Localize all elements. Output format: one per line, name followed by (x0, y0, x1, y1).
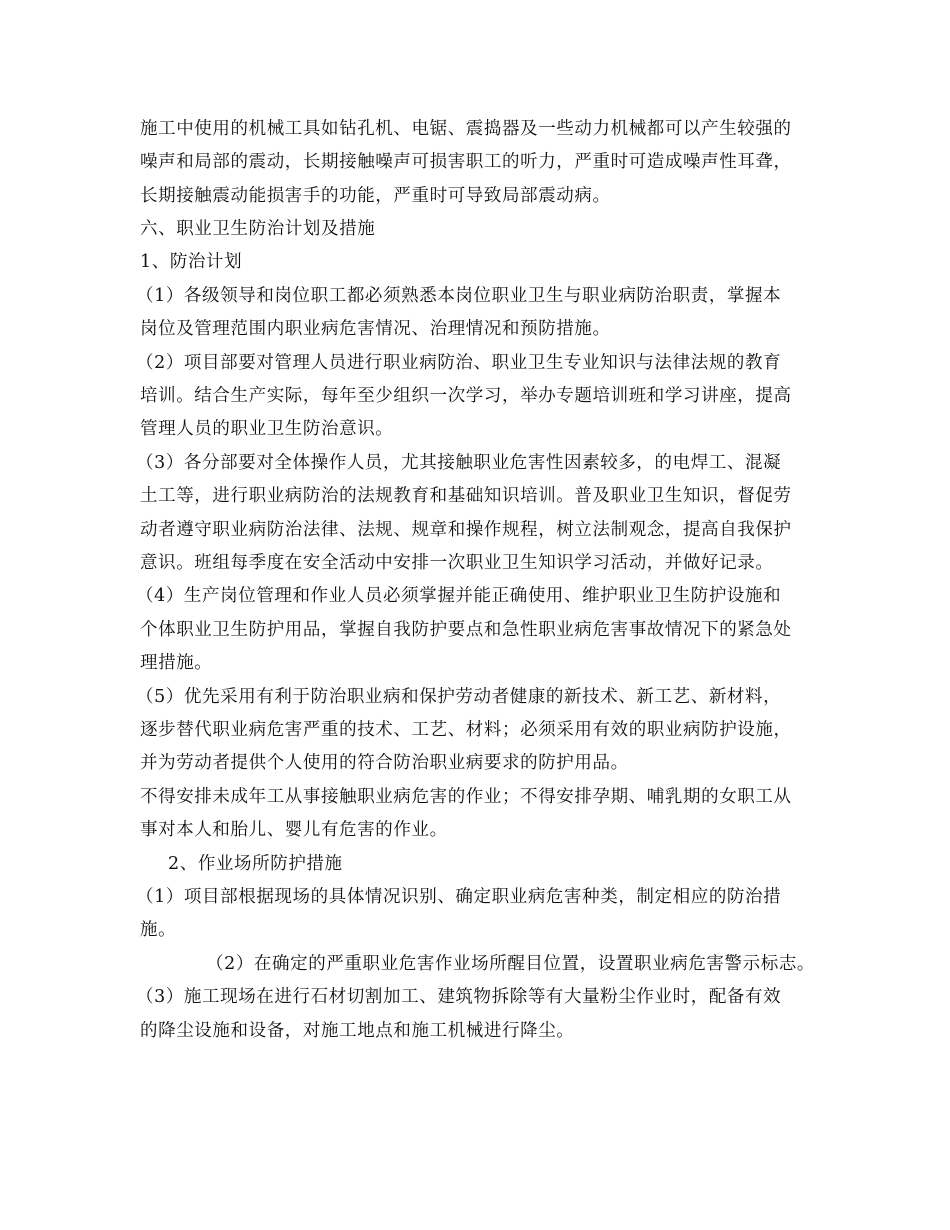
text-line: （3）各分部要对全体操作人员，尤其接触职业危害性因素较多，的电焊工、混凝 (136, 453, 782, 473)
text-line: 个体职业卫生防护用品，掌握自我防护要点和急性职业病危害事故情况下的紧急处 (140, 620, 792, 640)
text-line: 噪声和局部的震动，长期接触噪声可损害职工的听力，严重时可造成噪声性耳聋， (140, 152, 792, 172)
text-line: 施工中使用的机械工具如钻孔机、电锯、震捣器及一些动力机械都可以产生较强的 (140, 119, 792, 139)
text-line: 培训。结合生产实际，每年至少组织一次学习，举办专题培训班和学习讲座，提高 (140, 386, 792, 406)
text-line: （1）项目部根据现场的具体情况识别、确定职业病危害种类，制定相应的防治措 (136, 887, 782, 907)
text-line: 施。 (140, 920, 177, 940)
text-line: 不得安排未成年工从事接触职业病危害的作业；不得安排孕期、哺乳期的女职工从 (140, 787, 792, 807)
text-line: 理措施。 (140, 653, 213, 673)
text-line: 事对本人和胎儿、婴儿有危害的作业。 (140, 820, 448, 840)
subsection-heading: 1、防治计划 (140, 252, 243, 272)
text-line: （4）生产岗位管理和作业人员必须掌握并能正确使用、维护职业卫生防护设施和 (136, 586, 782, 606)
text-line: 长期接触震动能损害手的功能，严重时可导致局部震动病。 (140, 186, 611, 206)
text-line: （5）优先采用有利于防治职业病和保护劳动者健康的新技术、新工艺、新材料， (136, 687, 782, 707)
text-line: 意识。班组每季度在安全活动中安排一次职业卫生知识学习活动，并做好记录。 (140, 553, 774, 573)
text-line: 岗位及管理范围内职业病危害情况、治理情况和预防措施。 (140, 319, 611, 339)
subsection-heading: 2、作业场所防护措施 (168, 854, 343, 874)
text-line: 土工等，进行职业病防治的法规教育和基础知识培训。普及职业卫生知识，督促劳 (140, 486, 792, 506)
text-line: （3）施工现场在进行石材切割加工、建筑物拆除等有大量粉尘作业时，配备有效 (136, 987, 782, 1007)
text-line: （2）在确定的严重职业危害作业场所醒目位置，设置职业病危害警示标志。 (206, 954, 816, 974)
text-line: 的降尘设施和设备，对施工地点和施工机械进行降尘。 (140, 1021, 575, 1041)
text-line: （1）各级领导和岗位职工都必须熟悉本岗位职业卫生与职业病防治职责，掌握本 (136, 286, 782, 306)
text-line: 动者遵守职业病防治法律、法规、规章和操作规程，树立法制观念，提高自我保护 (140, 520, 792, 540)
text-line: 管理人员的职业卫生防治意识。 (140, 419, 394, 439)
text-line: 并为劳动者提供个人使用的符合防治职业病要求的防护用品。 (140, 753, 629, 773)
text-line: （2）项目部要对管理人员进行职业病防治、职业卫生专业知识与法律法规的教育 (136, 353, 782, 373)
text-line: 逐步替代职业病危害严重的技术、工艺、材料；必须采用有效的职业病防护设施， (140, 720, 792, 740)
section-heading: 六、职业卫生防治计划及措施 (140, 219, 376, 239)
